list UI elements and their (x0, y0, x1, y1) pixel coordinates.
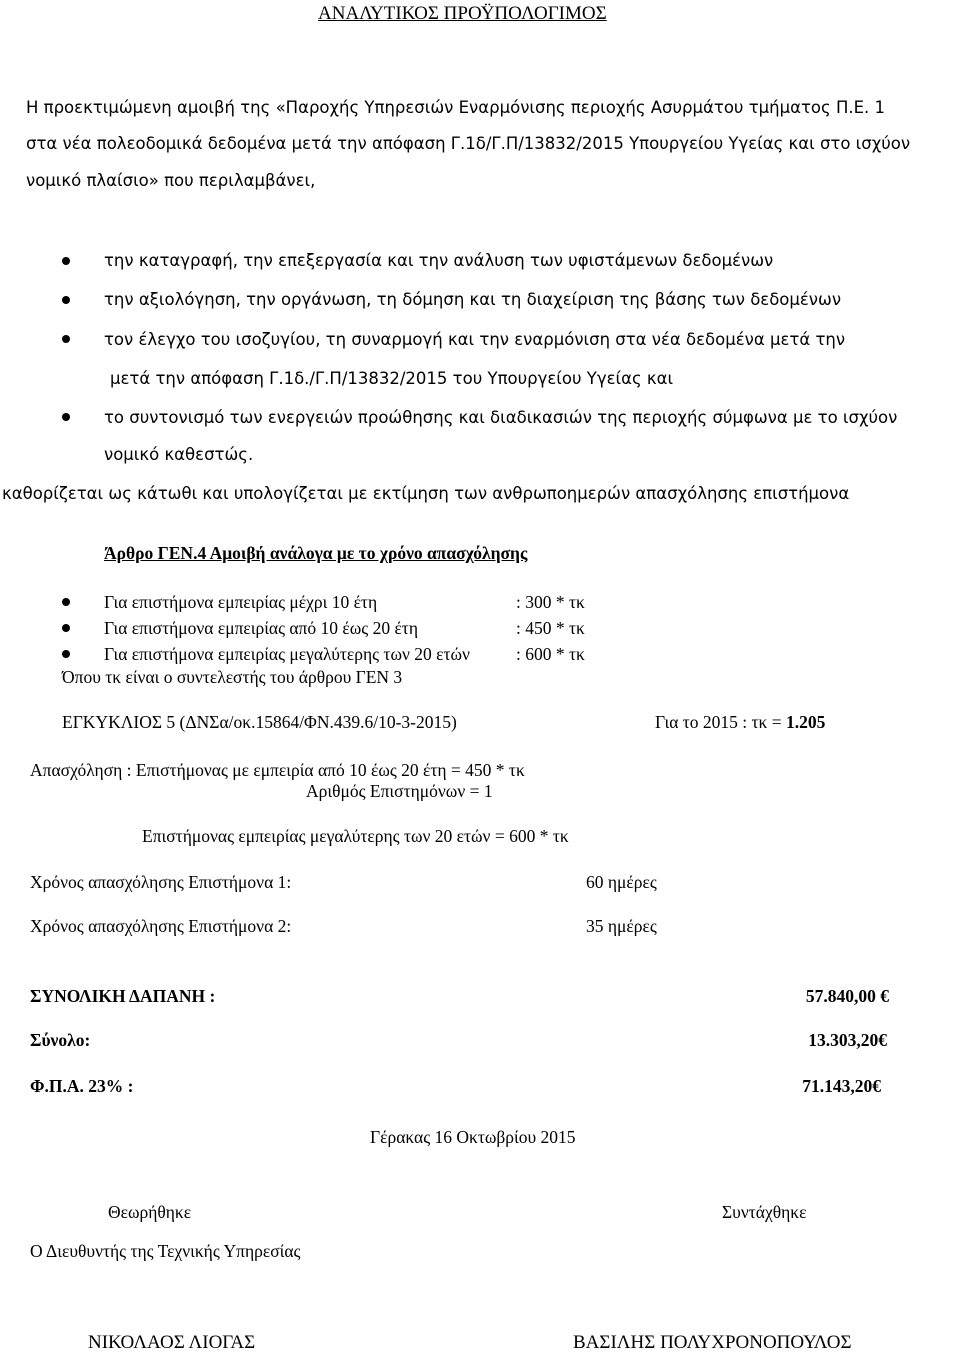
rate-value: : 450 * τκ (516, 618, 585, 638)
employment-line: Απασχόληση : Επιστήμονας με εμπειρία από 10 έως 20 έτη = 450 * τκ (30, 760, 525, 780)
article-heading: Άρθρο ΓΕΝ.4 Αμοιβή ανάλογα με το χρόνο απασχόλησης (104, 543, 528, 563)
bullet-icon (62, 598, 70, 606)
director-role: Ο Διευθυντής της Τεχνικής Υπηρεσίας (30, 1241, 301, 1261)
calculation-line: καθορίζεται ως κάτωθι και υπολογίζεται με εκτίμηση των ανθρωποημερών απασχόλησης επιστήμονα (2, 484, 850, 503)
duration-label: Χρόνος απασχόλησης Επιστήμονα 2: (30, 916, 292, 936)
circular-reference: ΕΓΚΥΚΛΙΟΣ 5 (ΔΝΣα/οκ.15864/ΦΝ.439.6/10-3-2015) (62, 712, 457, 732)
intro-line-2: στα νέα πολεοδομικά δεδομένα μετά την απόφαση Γ.1δ/Γ.Π/13832/2015 Υπουργείου Υγείας και στο ισχύον (26, 134, 911, 153)
tk-coefficient-value: 1.205 (786, 712, 826, 732)
duration-label: Χρόνος απασχόλησης Επιστήμονα 1: (30, 872, 292, 892)
scientists-count-line: Αριθμός Επιστημόνων = 1 (306, 781, 493, 801)
bullet-icon (62, 650, 70, 658)
bullet-icon (62, 296, 70, 304)
approved-caption: Θεωρήθηκε (108, 1202, 192, 1222)
left-signatory-name: ΝΙΚΟΛΑΟΣ ΛΙΟΓΑΣ (88, 1332, 256, 1353)
bullet-icon (62, 413, 70, 421)
bullet-icon (62, 624, 70, 632)
total-cost-value: 57.840,00 € (805, 986, 889, 1006)
task-item: τον έλεγχο του ισοζυγίου, τη συναρμογή και την εναρμόνιση στα νέα δεδομένα μετά την (104, 330, 846, 349)
subtotal-label: Σύνολο: (30, 1030, 91, 1050)
total-cost-label: ΣΥΝΟΛΙΚΗ ΔΑΠΑΝΗ : (30, 986, 216, 1006)
date-place-line: Γέρακας 16 Οκτωβρίου 2015 (370, 1127, 576, 1147)
rate-label: Για επιστήμονα εμπειρίας μεγαλύτερης των 20 ετών (104, 644, 470, 664)
right-signatory-name: ΒΑΣΙΛΗΣ ΠΟΛΥΧΡΟΝΟΠΟΥΛΟΣ (573, 1332, 852, 1353)
compiled-caption: Συντάχθηκε (722, 1202, 807, 1222)
vat-value: 71.143,20€ (802, 1076, 881, 1096)
tk-coefficient (655, 714, 825, 732)
document-title: ΑΝΑΛΥΤΙΚΟΣ ΠΡΟΫΠΟΛΟΓΙΜΟΣ (318, 3, 607, 24)
duration-value: 35 ημέρες (586, 916, 657, 936)
rates-note: Όπου τκ είναι ο συντελεστής του άρθρου ΓΕΝ 3 (62, 667, 403, 687)
vat-label: Φ.Π.Α. 23% : (30, 1076, 134, 1096)
duration-value: 60 ημέρες (586, 872, 657, 892)
task-item-continuation: μετά την απόφαση Γ.1δ./Γ.Π/13832/2015 του Υπουργείου Υγείας και (110, 369, 674, 388)
rate-value: : 600 * τκ (516, 644, 585, 664)
rate-label: Για επιστήμονα εμπειρίας από 10 έως 20 έτη (104, 618, 418, 638)
rate-label: Για επιστήμονα εμπειρίας μέχρι 10 έτη (104, 592, 378, 612)
task-item: το συντονισμό των ενεργειών προώθησης και διαδικασιών της περιοχής σύμφωνα με το ισχύον (104, 408, 898, 427)
subtotal-value: 13.303,20€ (808, 1030, 887, 1050)
task-item: την αξιολόγηση, την οργάνωση, τη δόμηση και τη διαχείριση της βάσης των δεδομένων (104, 290, 842, 309)
bullet-icon (62, 257, 70, 265)
task-item: την καταγραφή, την επεξεργασία και την ανάλυση των υφιστάμενων δεδομένων (104, 251, 774, 270)
intro-line-3: νομικό πλαίσιο» που περιλαμβάνει, (26, 171, 316, 190)
tk-coefficient-label: Για το 2015 : τκ = (655, 712, 786, 732)
bullet-icon (62, 335, 70, 343)
intro-line-1: Η προεκτιμώμενη αμοιβή της «Παροχής Υπηρεσιών Εναρμόνισης περιοχής Ασυρμάτου τμήματος Π.Ε. 1 (26, 98, 886, 117)
rate-value: : 300 * τκ (516, 592, 585, 612)
senior-scientist-line: Επιστήμονας εμπειρίας μεγαλύτερης των 20 ετών = 600 * τκ (142, 826, 569, 846)
task-item-continuation: νομικό καθεστώς. (104, 445, 254, 464)
